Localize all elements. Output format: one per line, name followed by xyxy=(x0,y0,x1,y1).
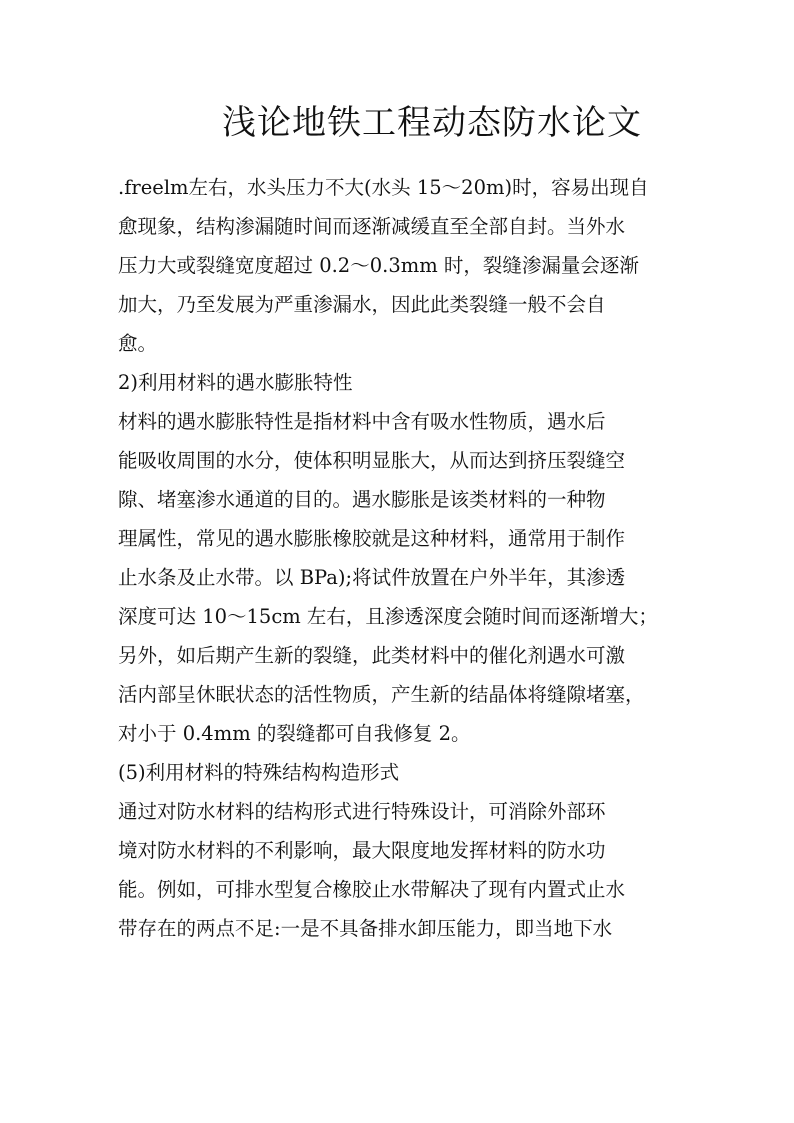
text-line: 压力大或裂缝宽度超过 0.2～0.3mm 时，裂缝渗漏量会逐渐 xyxy=(118,254,639,277)
text-line: 深度可达 10～15cm 左右，且渗透深度会随时间而逐渐增大； xyxy=(118,605,658,628)
text-line: 愈现象，结构渗漏随时间而逐渐减缓直至全部自封。当外水 xyxy=(118,215,626,238)
text-line: .freelm左右，水头压力不大(水头 15～20m)时，容易出现自 xyxy=(118,176,649,199)
text-line: 对小于 0.4mm 的裂缝都可自我修复 2。 xyxy=(118,722,471,745)
text-line: 另外，如后期产生新的裂缝，此类材料中的催化剂遇水可激 xyxy=(118,644,626,667)
text-line: 隙、堵塞渗水通道的目的。遇水膨胀是该类材料的一种物 xyxy=(118,488,606,511)
document-title: 浅论地铁工程动态防水论文 xyxy=(222,103,642,143)
text-line: 愈。 xyxy=(118,332,158,355)
text-line: 境对防水材料的不利影响，最大限度地发挥材料的防水功 xyxy=(118,839,606,862)
section-heading: (5)利用材料的特殊结构构造形式 xyxy=(118,761,400,784)
text-line: 加大，乃至发展为严重渗漏水，因此此类裂缝一般不会自 xyxy=(118,293,606,316)
section-heading: 2)利用材料的遇水膨胀特性 xyxy=(118,371,353,394)
text-line: 通过对防水材料的结构形式进行特殊设计，可消除外部环 xyxy=(118,800,606,823)
text-line: 能。例如，可排水型复合橡胶止水带解决了现有内置式止水 xyxy=(118,878,626,901)
text-line: 材料的遇水膨胀特性是指材料中含有吸水性物质，遇水后 xyxy=(118,410,606,433)
text-line: 止水条及止水带。以 BPa);将试件放置在户外半年，其渗透 xyxy=(118,566,626,589)
text-line: 带存在的两点不足:一是不具备排水卸压能力，即当地下水 xyxy=(118,917,613,940)
text-line: 理属性，常见的遇水膨胀橡胶就是这种材料，通常用于制作 xyxy=(118,527,626,550)
text-line: 活内部呈休眠状态的活性物质，产生新的结晶体将缝隙堵塞， xyxy=(118,683,645,706)
document-body xyxy=(118,168,683,948)
text-line: 能吸收周围的水分，使体积明显胀大，从而达到挤压裂缝空 xyxy=(118,449,626,472)
